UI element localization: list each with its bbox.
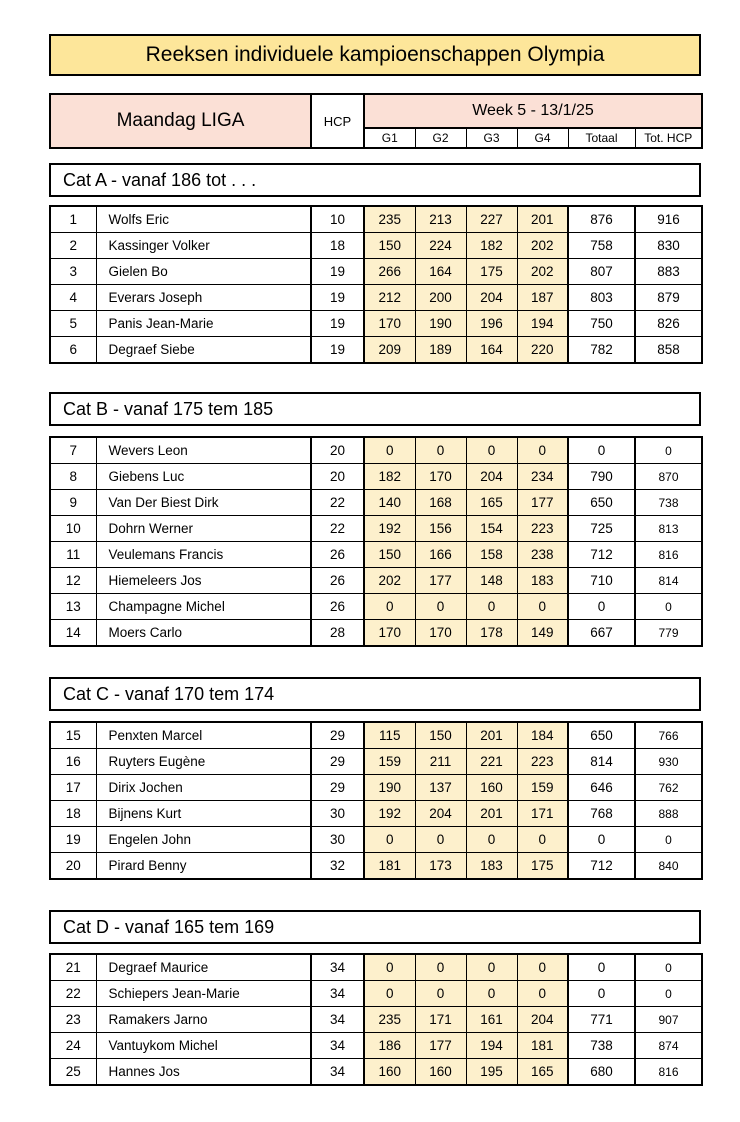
game2-cell: 224 — [415, 233, 466, 259]
table-row — [50, 801, 702, 827]
hcp-cell: 30 — [311, 827, 364, 853]
player-name-cell: Dirix Jochen — [96, 775, 311, 801]
game2-cell: 0 — [415, 827, 466, 853]
total-hcp-cell: 830 — [635, 233, 702, 259]
game1-cell: 212 — [364, 285, 415, 311]
rank-cell: 24 — [50, 1033, 96, 1059]
game4-cell: 223 — [517, 749, 568, 775]
table-row — [50, 749, 702, 775]
game1-cell: 170 — [364, 311, 415, 337]
hcp-cell: 22 — [311, 490, 364, 516]
player-name-cell: Wolfs Eric — [96, 206, 311, 233]
total-hcp-cell: 0 — [635, 981, 702, 1007]
game2-cell: 0 — [415, 437, 466, 464]
category-title: Cat D - vanaf 165 tem 169 — [49, 910, 701, 944]
hcp-cell: 34 — [311, 981, 364, 1007]
game1-cell: 209 — [364, 337, 415, 364]
total-cell: 0 — [568, 981, 635, 1007]
game4-cell: 177 — [517, 490, 568, 516]
table-row — [50, 206, 702, 233]
game4-cell: 194 — [517, 311, 568, 337]
game1-cell: 0 — [364, 954, 415, 981]
category-title: Cat B - vanaf 175 tem 185 — [49, 392, 701, 426]
game1-cell: 192 — [364, 516, 415, 542]
game3-cell: 0 — [466, 437, 517, 464]
total-cell: 768 — [568, 801, 635, 827]
hcp-cell: 28 — [311, 620, 364, 647]
game3-cell: 227 — [466, 206, 517, 233]
player-name-cell: Schiepers Jean-Marie — [96, 981, 311, 1007]
game3-cell: 182 — [466, 233, 517, 259]
hcp-cell: 19 — [311, 259, 364, 285]
rank-cell: 20 — [50, 853, 96, 880]
page-title: Reeksen individuele kampioenschappen Olympia — [49, 34, 701, 76]
game1-cell: 202 — [364, 568, 415, 594]
game1-cell: 150 — [364, 542, 415, 568]
hcp-cell: 29 — [311, 749, 364, 775]
game3-cell: 161 — [466, 1007, 517, 1033]
game3-cell: 154 — [466, 516, 517, 542]
game2-cell: 200 — [415, 285, 466, 311]
game2-cell: 168 — [415, 490, 466, 516]
total-cell: 646 — [568, 775, 635, 801]
total-hcp-cell: 766 — [635, 722, 702, 749]
total-cell: 782 — [568, 337, 635, 364]
header-table — [49, 93, 703, 149]
player-name-cell: Penxten Marcel — [96, 722, 311, 749]
game4-cell: 201 — [517, 206, 568, 233]
total-hcp-cell: 813 — [635, 516, 702, 542]
game3-cell: 148 — [466, 568, 517, 594]
hcp-cell: 26 — [311, 594, 364, 620]
game4-cell: 159 — [517, 775, 568, 801]
player-name-cell: Gielen Bo — [96, 259, 311, 285]
game4-cell: 165 — [517, 1059, 568, 1086]
player-name-cell: Champagne Michel — [96, 594, 311, 620]
hcp-cell: 26 — [311, 568, 364, 594]
rank-cell: 4 — [50, 285, 96, 311]
rank-cell: 9 — [50, 490, 96, 516]
total-hcp-cell: 879 — [635, 285, 702, 311]
game3-cell: 160 — [466, 775, 517, 801]
game2-cell: 170 — [415, 464, 466, 490]
total-cell: 738 — [568, 1033, 635, 1059]
game4-cell: 183 — [517, 568, 568, 594]
player-name-cell: Bijnens Kurt — [96, 801, 311, 827]
game4-cell: 175 — [517, 853, 568, 880]
total-hcp-cell: 816 — [635, 1059, 702, 1086]
total-cell: 0 — [568, 827, 635, 853]
hcp-cell: 26 — [311, 542, 364, 568]
hcp-cell: 22 — [311, 516, 364, 542]
game1-cell: 0 — [364, 827, 415, 853]
table-row — [50, 464, 702, 490]
game2-cell: 171 — [415, 1007, 466, 1033]
table-row — [50, 490, 702, 516]
player-name-cell: Degraef Maurice — [96, 954, 311, 981]
rank-cell: 6 — [50, 337, 96, 364]
table-row — [50, 981, 702, 1007]
table-row — [50, 594, 702, 620]
hcp-cell: 29 — [311, 775, 364, 801]
game4-cell: 187 — [517, 285, 568, 311]
total-cell: 712 — [568, 853, 635, 880]
total-hcp-cell: 870 — [635, 464, 702, 490]
table-row — [50, 516, 702, 542]
player-name-cell: Vantuykom Michel — [96, 1033, 311, 1059]
rank-cell: 23 — [50, 1007, 96, 1033]
game2-cell: 0 — [415, 954, 466, 981]
game1-cell: 150 — [364, 233, 415, 259]
game2-cell: 164 — [415, 259, 466, 285]
total-cell: 807 — [568, 259, 635, 285]
game1-cell: 170 — [364, 620, 415, 647]
hcp-cell: 32 — [311, 853, 364, 880]
game2-cell: 213 — [415, 206, 466, 233]
game2-cell: 204 — [415, 801, 466, 827]
game1-cell: 266 — [364, 259, 415, 285]
rank-cell: 2 — [50, 233, 96, 259]
game1-cell: 181 — [364, 853, 415, 880]
table-row — [50, 827, 702, 853]
table-row — [50, 437, 702, 464]
rank-cell: 3 — [50, 259, 96, 285]
category-title: Cat A - vanaf 186 tot . . . — [49, 163, 701, 197]
total-cell: 650 — [568, 722, 635, 749]
total-cell: 710 — [568, 568, 635, 594]
game4-cell: 184 — [517, 722, 568, 749]
game3-cell: 0 — [466, 594, 517, 620]
hcp-cell: 19 — [311, 337, 364, 364]
hcp-cell: 19 — [311, 311, 364, 337]
table-row — [50, 1007, 702, 1033]
game2-cell: 170 — [415, 620, 466, 647]
total-hcp-cell: 883 — [635, 259, 702, 285]
score-table — [49, 205, 703, 364]
rank-cell: 16 — [50, 749, 96, 775]
table-row — [50, 620, 702, 647]
total-hcp-cell: 874 — [635, 1033, 702, 1059]
total-hcp-cell: 0 — [635, 954, 702, 981]
player-name-cell: Degraef Siebe — [96, 337, 311, 364]
game3-cell: 0 — [466, 981, 517, 1007]
total-cell: 876 — [568, 206, 635, 233]
game2-cell: 0 — [415, 981, 466, 1007]
game2-cell: 190 — [415, 311, 466, 337]
game3-cell: 175 — [466, 259, 517, 285]
total-cell: 771 — [568, 1007, 635, 1033]
total-hcp-cell: 0 — [635, 437, 702, 464]
game4-cell: 238 — [517, 542, 568, 568]
game2-cell: 166 — [415, 542, 466, 568]
score-table — [49, 436, 703, 647]
total-cell: 790 — [568, 464, 635, 490]
player-name-cell: Ruyters Eugène — [96, 749, 311, 775]
total-cell: 750 — [568, 311, 635, 337]
player-name-cell: Hannes Jos — [96, 1059, 311, 1086]
game1-cell: 186 — [364, 1033, 415, 1059]
game4-cell: 202 — [517, 233, 568, 259]
game1-cell: 235 — [364, 206, 415, 233]
table-row — [50, 1033, 702, 1059]
game4-cell: 204 — [517, 1007, 568, 1033]
game4-cell: 171 — [517, 801, 568, 827]
total-cell: 814 — [568, 749, 635, 775]
column-header-g3: G3 — [466, 128, 517, 148]
total-cell: 650 — [568, 490, 635, 516]
rank-cell: 14 — [50, 620, 96, 647]
table-row — [50, 954, 702, 981]
total-hcp-cell: 858 — [635, 337, 702, 364]
player-name-cell: Hiemeleers Jos — [96, 568, 311, 594]
player-name-cell: Pirard Benny — [96, 853, 311, 880]
game3-cell: 183 — [466, 853, 517, 880]
table-row — [50, 775, 702, 801]
hcp-cell: 20 — [311, 464, 364, 490]
game1-cell: 235 — [364, 1007, 415, 1033]
table-row — [50, 853, 702, 880]
rank-cell: 25 — [50, 1059, 96, 1086]
total-hcp-cell: 888 — [635, 801, 702, 827]
game4-cell: 149 — [517, 620, 568, 647]
rank-cell: 7 — [50, 437, 96, 464]
rank-cell: 11 — [50, 542, 96, 568]
column-header-total: Totaal — [568, 128, 635, 148]
total-hcp-cell: 816 — [635, 542, 702, 568]
total-hcp-cell: 840 — [635, 853, 702, 880]
game2-cell: 160 — [415, 1059, 466, 1086]
player-name-cell: Moers Carlo — [96, 620, 311, 647]
rank-cell: 21 — [50, 954, 96, 981]
game3-cell: 158 — [466, 542, 517, 568]
game2-cell: 177 — [415, 1033, 466, 1059]
total-cell: 725 — [568, 516, 635, 542]
table-row — [50, 568, 702, 594]
game3-cell: 221 — [466, 749, 517, 775]
game2-cell: 211 — [415, 749, 466, 775]
player-name-cell: Veulemans Francis — [96, 542, 311, 568]
total-cell: 803 — [568, 285, 635, 311]
rank-cell: 18 — [50, 801, 96, 827]
rank-cell: 8 — [50, 464, 96, 490]
hcp-cell: 30 — [311, 801, 364, 827]
game2-cell: 189 — [415, 337, 466, 364]
hcp-cell: 29 — [311, 722, 364, 749]
hcp-header: HCP — [311, 94, 364, 148]
game2-cell: 173 — [415, 853, 466, 880]
table-row — [50, 311, 702, 337]
column-header-total-hcp: Tot. HCP — [635, 128, 702, 148]
player-name-cell: Panis Jean-Marie — [96, 311, 311, 337]
week-label: Week 5 - 13/1/25 — [364, 94, 702, 128]
game4-cell: 0 — [517, 594, 568, 620]
total-hcp-cell: 907 — [635, 1007, 702, 1033]
rank-cell: 22 — [50, 981, 96, 1007]
total-hcp-cell: 762 — [635, 775, 702, 801]
total-cell: 0 — [568, 437, 635, 464]
rank-cell: 17 — [50, 775, 96, 801]
table-row — [50, 722, 702, 749]
player-name-cell: Van Der Biest Dirk — [96, 490, 311, 516]
column-header-g2: G2 — [415, 128, 466, 148]
total-cell: 758 — [568, 233, 635, 259]
player-name-cell: Ramakers Jarno — [96, 1007, 311, 1033]
total-cell: 0 — [568, 954, 635, 981]
game1-cell: 0 — [364, 594, 415, 620]
total-hcp-cell: 826 — [635, 311, 702, 337]
table-row — [50, 542, 702, 568]
game3-cell: 196 — [466, 311, 517, 337]
game2-cell: 0 — [415, 594, 466, 620]
game3-cell: 165 — [466, 490, 517, 516]
score-table — [49, 721, 703, 880]
game4-cell: 0 — [517, 981, 568, 1007]
game1-cell: 192 — [364, 801, 415, 827]
player-name-cell: Dohrn Werner — [96, 516, 311, 542]
game1-cell: 140 — [364, 490, 415, 516]
game3-cell: 178 — [466, 620, 517, 647]
game4-cell: 223 — [517, 516, 568, 542]
total-cell: 680 — [568, 1059, 635, 1086]
table-row — [50, 1059, 702, 1086]
game2-cell: 177 — [415, 568, 466, 594]
player-name-cell: Giebens Luc — [96, 464, 311, 490]
hcp-cell: 18 — [311, 233, 364, 259]
hcp-cell: 20 — [311, 437, 364, 464]
game1-cell: 190 — [364, 775, 415, 801]
game3-cell: 201 — [466, 801, 517, 827]
league-name: Maandag LIGA — [50, 94, 311, 148]
player-name-cell: Everars Joseph — [96, 285, 311, 311]
total-cell: 0 — [568, 594, 635, 620]
total-hcp-cell: 738 — [635, 490, 702, 516]
hcp-cell: 34 — [311, 1033, 364, 1059]
total-cell: 712 — [568, 542, 635, 568]
table-row — [50, 337, 702, 364]
hcp-cell: 19 — [311, 285, 364, 311]
player-name-cell: Wevers Leon — [96, 437, 311, 464]
hcp-cell: 34 — [311, 1059, 364, 1086]
total-hcp-cell: 0 — [635, 827, 702, 853]
rank-cell: 10 — [50, 516, 96, 542]
rank-cell: 15 — [50, 722, 96, 749]
game3-cell: 194 — [466, 1033, 517, 1059]
game3-cell: 0 — [466, 954, 517, 981]
table-row — [50, 259, 702, 285]
rank-cell: 13 — [50, 594, 96, 620]
rank-cell: 12 — [50, 568, 96, 594]
game1-cell: 115 — [364, 722, 415, 749]
game4-cell: 181 — [517, 1033, 568, 1059]
game4-cell: 202 — [517, 259, 568, 285]
game3-cell: 204 — [466, 464, 517, 490]
game1-cell: 0 — [364, 981, 415, 1007]
game3-cell: 195 — [466, 1059, 517, 1086]
total-hcp-cell: 814 — [635, 568, 702, 594]
game4-cell: 0 — [517, 437, 568, 464]
column-header-g1: G1 — [364, 128, 415, 148]
score-table — [49, 953, 703, 1086]
table-row — [50, 285, 702, 311]
game2-cell: 156 — [415, 516, 466, 542]
hcp-cell: 10 — [311, 206, 364, 233]
total-cell: 667 — [568, 620, 635, 647]
hcp-cell: 34 — [311, 1007, 364, 1033]
game4-cell: 234 — [517, 464, 568, 490]
game4-cell: 220 — [517, 337, 568, 364]
game3-cell: 0 — [466, 827, 517, 853]
player-name-cell: Engelen John — [96, 827, 311, 853]
total-hcp-cell: 930 — [635, 749, 702, 775]
game4-cell: 0 — [517, 827, 568, 853]
game4-cell: 0 — [517, 954, 568, 981]
rank-cell: 5 — [50, 311, 96, 337]
rank-cell: 1 — [50, 206, 96, 233]
table-row — [50, 233, 702, 259]
total-hcp-cell: 0 — [635, 594, 702, 620]
total-hcp-cell: 916 — [635, 206, 702, 233]
game1-cell: 0 — [364, 437, 415, 464]
game2-cell: 150 — [415, 722, 466, 749]
category-title: Cat C - vanaf 170 tem 174 — [49, 677, 701, 711]
rank-cell: 19 — [50, 827, 96, 853]
game3-cell: 201 — [466, 722, 517, 749]
game1-cell: 159 — [364, 749, 415, 775]
game2-cell: 137 — [415, 775, 466, 801]
game1-cell: 160 — [364, 1059, 415, 1086]
player-name-cell: Kassinger Volker — [96, 233, 311, 259]
game1-cell: 182 — [364, 464, 415, 490]
game3-cell: 164 — [466, 337, 517, 364]
game3-cell: 204 — [466, 285, 517, 311]
total-hcp-cell: 779 — [635, 620, 702, 647]
hcp-cell: 34 — [311, 954, 364, 981]
column-header-g4: G4 — [517, 128, 568, 148]
